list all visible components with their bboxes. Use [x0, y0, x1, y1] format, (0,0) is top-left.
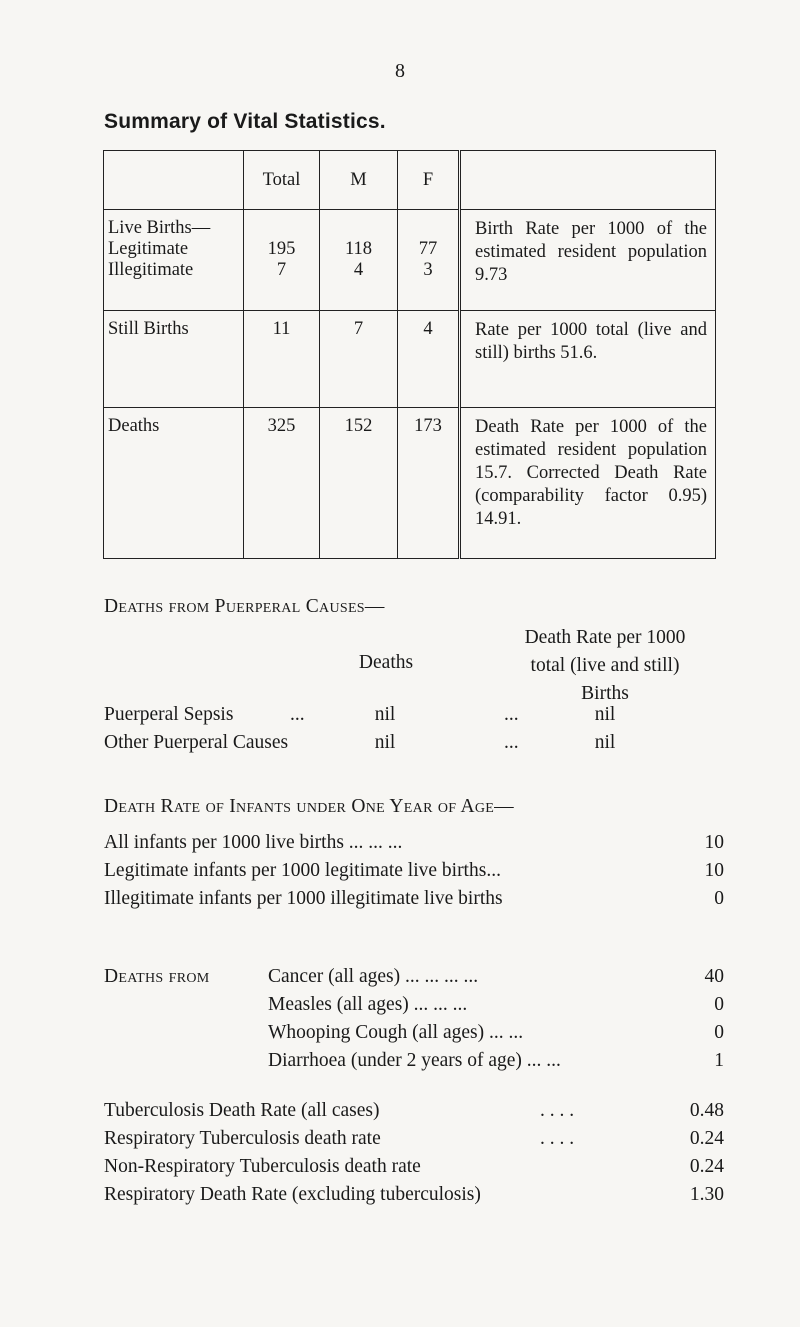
puerperal-col-deaths: Deaths — [358, 652, 414, 673]
cell-note: Birth Rate per 1000 of the estimated resident population 9.73 — [460, 210, 716, 311]
cell-total: 11 — [244, 311, 320, 408]
vital-statistics-table — [103, 150, 716, 559]
row-label: Whooping Cough (all ages) ... ... — [268, 1022, 524, 1043]
row-dots: . . . . — [540, 1128, 575, 1149]
row-rate: nil — [594, 704, 616, 725]
row-label: Other Puerperal Causes — [104, 732, 289, 753]
row-deaths: nil — [374, 732, 396, 753]
row-value: 0 — [714, 888, 724, 909]
row-value: 0.24 — [689, 1128, 724, 1149]
row-label: Illegitimate infants per 1000 illegitimate live births — [104, 888, 503, 909]
value: 118 — [344, 239, 373, 259]
row-label: Diarrhoea (under 2 years of age) ... ... — [268, 1050, 561, 1071]
row-label — [104, 210, 244, 311]
row-deaths: nil — [374, 704, 396, 725]
row-label: All infants per 1000 live births ... ... ... — [104, 832, 403, 853]
puerperal-col-rate — [470, 624, 740, 708]
row-label: Measles (all ages) ... ... ... — [268, 994, 468, 1015]
cell-m: 152 — [320, 408, 398, 559]
row-value: 1 — [714, 1050, 724, 1071]
header-f: F — [398, 151, 460, 210]
row-value: 10 — [704, 860, 724, 881]
row-label: Respiratory Tuberculosis death rate — [104, 1128, 381, 1149]
cell-note: Death Rate per 1000 of the estimated resident population 15.7. Corrected Death Rate (comparability factor 0.95) 14.91. — [460, 408, 716, 559]
row-dots: ... — [290, 704, 305, 725]
table-header-row — [104, 151, 716, 210]
row-value: 0.24 — [689, 1156, 724, 1177]
row-label: Respiratory Death Rate (excluding tuberculosis) — [104, 1184, 481, 1205]
row-value: 1.30 — [689, 1184, 724, 1205]
value: 77 — [418, 239, 438, 259]
row-label: Legitimate infants per 1000 legitimate live births... — [104, 860, 501, 881]
deaths-from-label: Deaths from — [104, 966, 210, 987]
label-line: Legitimate — [108, 239, 189, 259]
cell-f: 173 — [398, 408, 460, 559]
col-rate-line: Births — [581, 683, 629, 704]
row-value: 10 — [704, 832, 724, 853]
cell-total — [244, 210, 320, 311]
page-number: 8 — [395, 60, 405, 82]
infants-heading: Death Rate of Infants under One Year of Age— — [104, 796, 514, 817]
label-line: Live Births— — [108, 218, 211, 238]
value — [244, 218, 319, 239]
value: 3 — [423, 260, 433, 280]
cell-m — [320, 210, 398, 311]
cell-note: Rate per 1000 total (live and still) births 51.6. — [460, 311, 716, 408]
value: 7 — [276, 260, 287, 280]
row-label: Non-Respiratory Tuberculosis death rate — [104, 1156, 421, 1177]
value — [320, 218, 397, 239]
value: 4 — [353, 260, 364, 280]
table-row-live-births — [104, 210, 716, 311]
cell-m: 7 — [320, 311, 398, 408]
cell-f: 4 — [398, 311, 460, 408]
row-label: Tuberculosis Death Rate (all cases) — [104, 1100, 380, 1121]
table-row-deaths — [104, 408, 716, 559]
row-value: 0 — [714, 1022, 724, 1043]
label-line: Illegitimate — [108, 260, 194, 280]
row-dots: ... — [504, 704, 519, 725]
row-label: Cancer (all ages) ... ... ... ... — [268, 966, 479, 987]
row-label: Deaths — [104, 408, 244, 559]
header-m: M — [320, 151, 398, 210]
row-rate: nil — [594, 732, 616, 753]
header-note — [460, 151, 716, 210]
col-rate-line: Death Rate per 1000 — [524, 627, 686, 648]
col-rate-line: total (live and still) — [530, 655, 680, 676]
puerperal-heading: Deaths from Puerperal Causes— — [104, 596, 385, 617]
row-value: 40 — [704, 966, 724, 987]
value: 195 — [267, 239, 296, 259]
cell-total: 325 — [244, 408, 320, 559]
header-total: Total — [244, 151, 320, 210]
header-cell — [104, 151, 244, 210]
table-row-still-births — [104, 311, 716, 408]
cell-f — [398, 210, 460, 311]
row-value: 0.48 — [689, 1100, 724, 1121]
row-dots: ... — [504, 732, 519, 753]
row-value: 0 — [714, 994, 724, 1015]
row-label: Puerperal Sepsis — [104, 704, 234, 725]
page-title: Summary of Vital Statistics. — [104, 110, 386, 133]
row-dots: . . . . — [540, 1100, 575, 1121]
value — [398, 218, 458, 239]
row-label: Still Births — [104, 311, 244, 408]
